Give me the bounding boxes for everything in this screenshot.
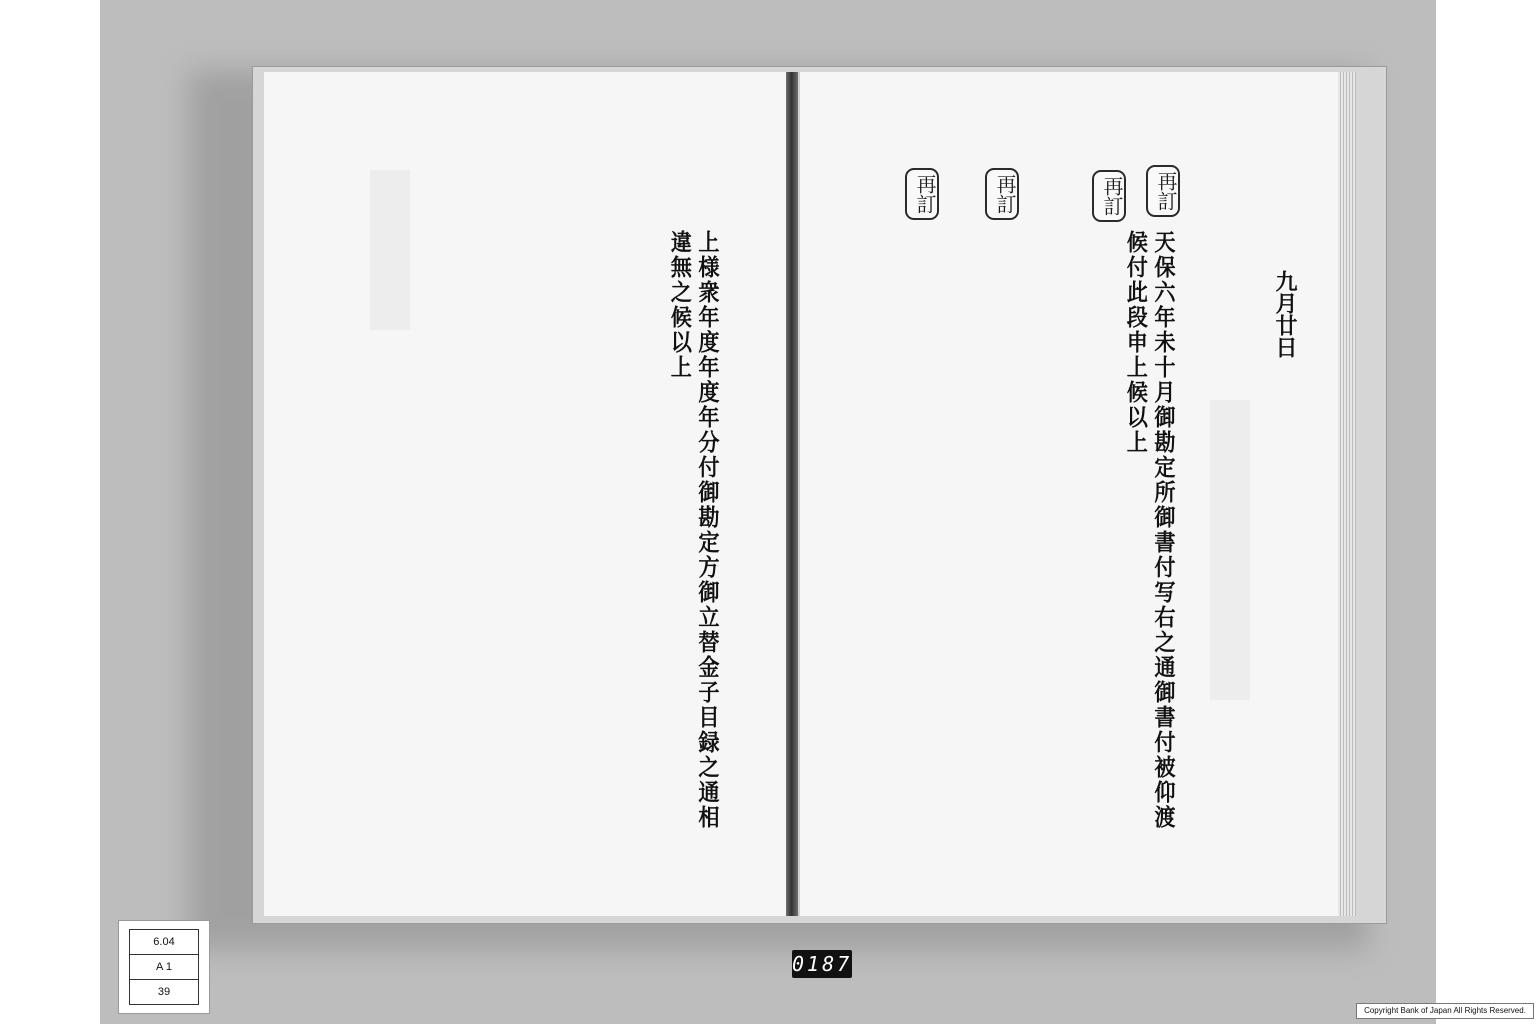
revision-stamp: 再訂 xyxy=(1146,165,1180,217)
archive-label-row: A 1 xyxy=(130,955,198,980)
page-edges xyxy=(1338,72,1356,916)
archive-label-row: 6.04 xyxy=(130,930,198,955)
revision-stamp: 再訂 xyxy=(985,168,1019,220)
right-page-heading: 九月廿日 xyxy=(1272,270,1298,358)
archive-label-row: 39 xyxy=(157,986,171,998)
archive-label-card xyxy=(118,920,210,1014)
archive-label-table xyxy=(129,929,199,1005)
frame-number: 0187 xyxy=(792,952,853,976)
left-page-handwritten-text: 上様衆年度年度年分付御勘定方御立替金子目録之通相違無之候以上 xyxy=(667,230,720,830)
revision-stamp: 再訂 xyxy=(905,168,939,220)
book-gutter xyxy=(786,72,798,916)
copyright-notice: Copyright Bank of Japan All Rights Reserved. xyxy=(1356,1003,1534,1019)
right-page-handwritten-text: 天保六年未十月御勘定所御書付写右之通御書付被仰渡候付此段申上候以上 xyxy=(1123,230,1176,830)
revision-stamp: 再訂 xyxy=(1092,170,1126,222)
